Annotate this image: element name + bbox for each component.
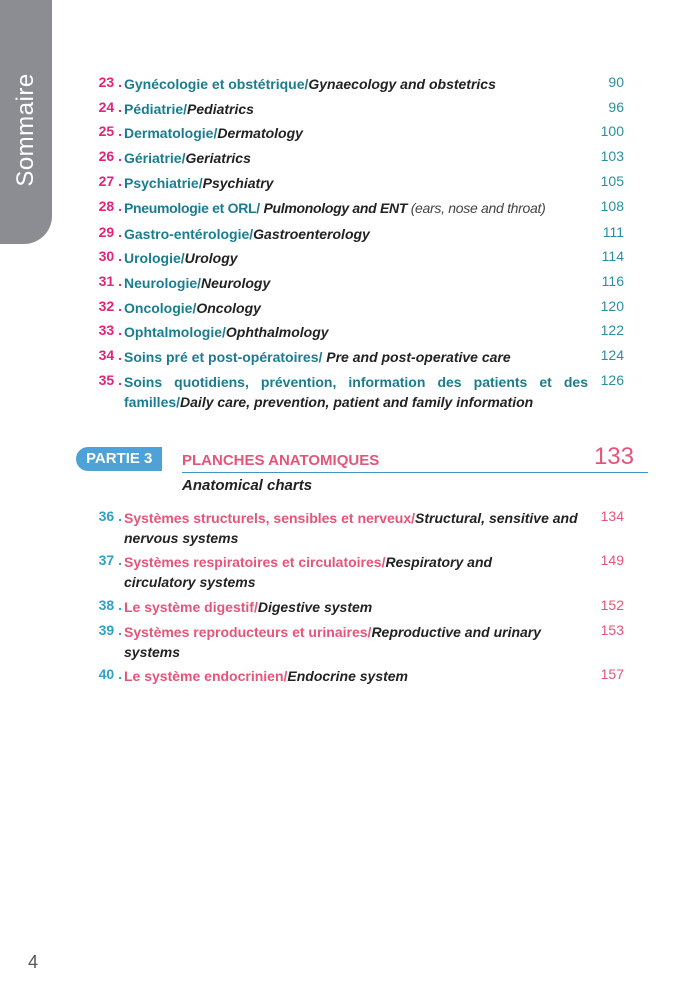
entry-title [124, 597, 588, 617]
entry-title [124, 148, 588, 168]
entry-title-en: Structural, sensitive and nervous systems [124, 510, 578, 546]
entry-title-en: Gastroenterology [253, 226, 370, 242]
entry-title-en: Pre and post-operative care [322, 349, 511, 365]
entry-title-fr: Oncologie/ [124, 300, 197, 316]
entry-number: 28 . [98, 198, 122, 214]
toc-entry[interactable] [0, 597, 700, 617]
toc-entry[interactable] [0, 173, 700, 193]
entry-title-en: Neurology [201, 275, 271, 291]
entry-title [124, 508, 588, 548]
sommaire-label: Sommaire [12, 73, 39, 187]
toc-entry[interactable] [0, 666, 700, 686]
entry-title-fr: Gériatrie/ [124, 150, 186, 166]
entry-title [124, 552, 544, 592]
entry-title [124, 372, 588, 412]
entry-page: 157 [600, 666, 624, 682]
entry-number: 30 . [98, 248, 122, 264]
entry-title-fr: Psychiatrie/ [124, 175, 203, 191]
entry-title-fr: Systèmes structurels, sensibles et nerveux/ [124, 510, 416, 526]
entry-page: 105 [600, 173, 624, 189]
entry-title-en: Dermatology [217, 125, 303, 141]
part-page-number: 133 [593, 443, 634, 470]
part-subtitle: Anatomical charts [182, 477, 313, 494]
entry-number: 39 . [98, 622, 122, 638]
entry-page: 134 [600, 508, 624, 524]
entry-title-en: Respiratory and circulatory systems [124, 554, 493, 590]
entry-number: 34 . [98, 347, 122, 363]
entry-title-en: Psychiatry [202, 175, 274, 191]
entry-page: 116 [601, 273, 624, 289]
toc-entry[interactable] [0, 74, 700, 94]
entry-title-en: Pulmonology and ENT [259, 200, 408, 216]
entry-page: 103 [600, 148, 624, 164]
entry-title-en: Gynaecology and obstetrics [308, 76, 496, 92]
entry-title-en: Oncology [196, 300, 261, 316]
entry-title-fr: Pneumologie et ORL/ [124, 200, 260, 216]
entry-title-en: Ophthalmology [225, 324, 329, 340]
entry-title-fr: Gastro-entérologie/ [124, 226, 254, 242]
entry-page: 90 [608, 74, 624, 90]
entry-page: 153 [600, 622, 624, 638]
entry-title-fr: Pédiatrie/ [124, 101, 188, 117]
entry-title [124, 173, 588, 193]
entry-page: 149 [600, 552, 624, 568]
toc-entry[interactable] [0, 198, 700, 218]
entry-title-fr: Ophtalmologie/ [124, 324, 226, 340]
entry-title-fr: Systèmes respiratoires et circulatoires/ [124, 554, 386, 570]
entry-page: 100 [600, 123, 624, 139]
entry-title-fr: Gynécologie et obstétrique/ [124, 76, 309, 92]
entry-title-fr: Dermatologie/ [124, 125, 218, 141]
toc-entry[interactable] [0, 248, 700, 268]
part-divider [182, 472, 648, 473]
entry-title-fr: Le système digestif/ [124, 599, 258, 615]
entry-title-fr: Le système endocrinien/ [124, 668, 288, 684]
entry-title-en: Pediatrics [187, 101, 254, 117]
entry-title [124, 322, 588, 342]
part-title: PLANCHES ANATOMIQUES [182, 452, 380, 469]
toc-entry[interactable] [0, 224, 700, 244]
entry-page: 96 [608, 99, 624, 115]
entry-number: 38 . [98, 597, 122, 613]
toc-entry[interactable] [0, 298, 700, 318]
entry-title-en: Reproductive and urinary systems [124, 624, 542, 660]
entry-page: 126 [600, 372, 624, 388]
entry-number: 32 . [98, 298, 122, 314]
entry-title [124, 224, 588, 244]
entry-title [124, 622, 588, 662]
entry-title [124, 248, 588, 268]
entry-number: 25 . [98, 123, 122, 139]
entry-number: 40 . [98, 666, 122, 682]
entry-number: 27 . [98, 173, 122, 189]
entry-number: 29 . [98, 224, 122, 240]
entry-number: 24 . [98, 99, 122, 115]
entry-title [124, 123, 588, 143]
toc-entry[interactable] [0, 622, 700, 662]
entry-page: 114 [601, 248, 624, 264]
entry-title [124, 666, 588, 686]
toc-entry[interactable] [0, 99, 700, 119]
entry-title-note: (ears, nose and throat) [407, 200, 546, 216]
entry-page: 124 [600, 347, 624, 363]
entry-page: 120 [600, 298, 624, 314]
toc-entry[interactable] [0, 123, 700, 143]
entry-number: 31 . [98, 273, 122, 289]
entry-number: 35 . [98, 372, 122, 388]
entry-title [124, 198, 588, 218]
part-badge: PARTIE 3 [76, 447, 162, 471]
entry-page: 108 [600, 198, 624, 214]
toc-entry[interactable] [0, 508, 700, 548]
toc-entry[interactable] [0, 273, 700, 293]
entry-title-fr: Soins pré et post-opératoires/ [124, 349, 323, 365]
toc-entry[interactable] [0, 322, 700, 342]
toc-entry[interactable] [0, 347, 700, 367]
entry-page: 111 [602, 224, 624, 240]
toc-entry[interactable] [0, 552, 700, 592]
entry-title-fr: Urologie/ [124, 250, 185, 266]
part-header[interactable] [76, 443, 648, 476]
entry-number: 23 . [98, 74, 122, 90]
entry-title-en: Urology [184, 250, 238, 266]
entry-title [124, 74, 588, 94]
entry-page: 152 [600, 597, 624, 613]
entry-title-en: Digestive system [257, 599, 373, 615]
entry-title-en: Endocrine system [287, 668, 409, 684]
toc-entry[interactable] [0, 148, 700, 168]
entry-number: 33 . [98, 322, 122, 338]
entry-title-fr: Neurologie/ [124, 275, 202, 291]
entry-number: 37 . [98, 552, 122, 568]
entry-title-en: Geriatrics [185, 150, 251, 166]
entry-title-en: Daily care, prevention, patient and family information [180, 394, 534, 410]
entry-number: 26 . [98, 148, 122, 164]
entry-number: 36 . [98, 508, 122, 524]
entry-title [124, 273, 588, 293]
entry-title [124, 298, 588, 318]
entry-page: 122 [600, 322, 624, 338]
entry-title-fr: Soins quotidiens, prévention, information des patients et des familles/ [124, 374, 588, 410]
page-number: 4 [28, 952, 39, 972]
toc-entry[interactable] [0, 372, 700, 412]
entry-title-fr: Systèmes reproducteurs et urinaires/ [124, 624, 372, 640]
entry-title [124, 347, 588, 367]
entry-title [124, 99, 588, 119]
